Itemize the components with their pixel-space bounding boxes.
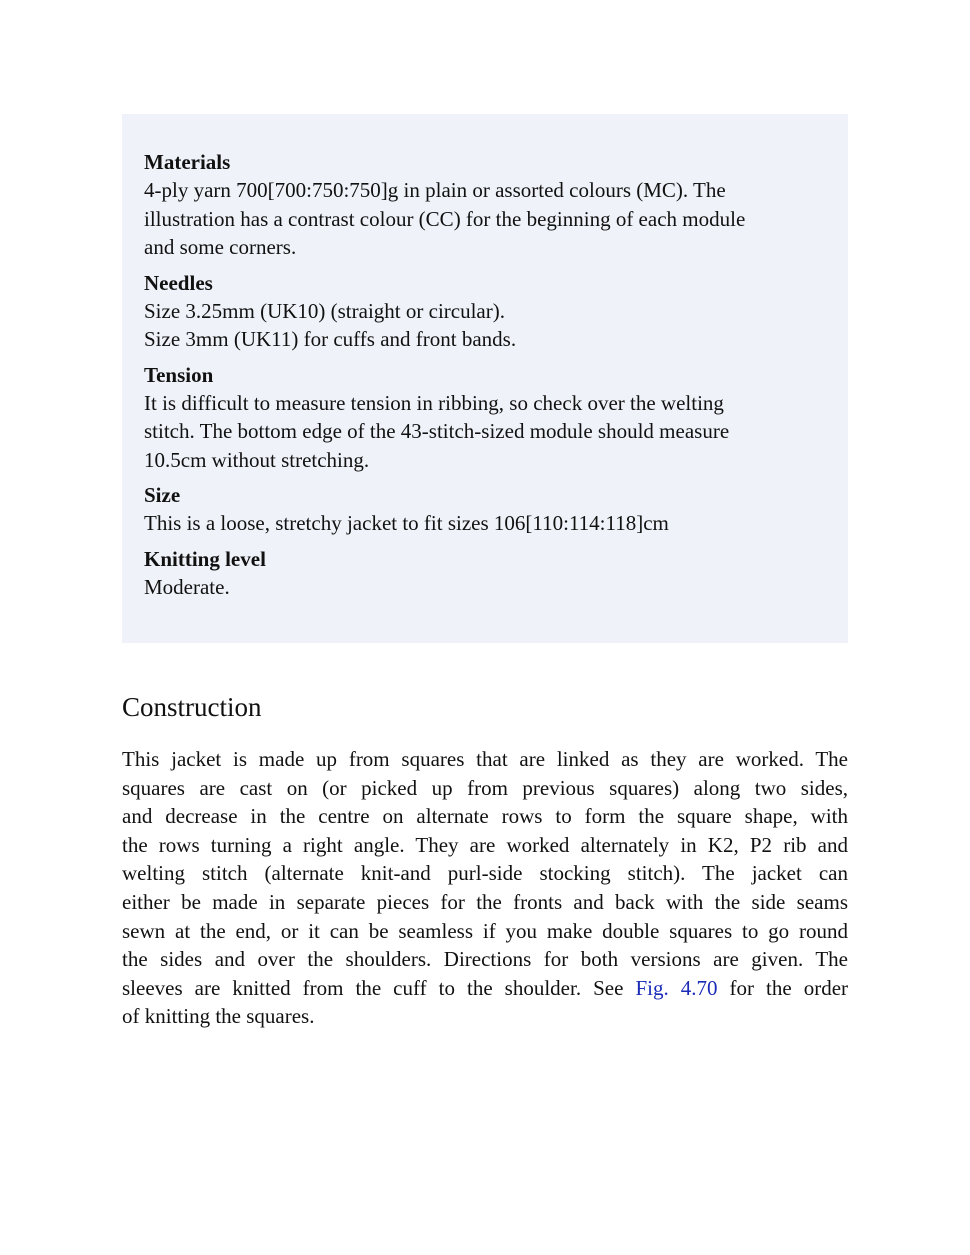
paragraph-line: and decrease in the centre on alternate rows to form the square shape, with — [122, 804, 848, 829]
materials-line: illustration has a contrast colour (CC) for the beginning of each module — [144, 206, 746, 231]
knitting-level-line: Moderate. — [144, 574, 230, 599]
paragraph-line-with-link — [122, 974, 848, 1003]
figure-reference-link[interactable]: Fig. 4.70 — [635, 975, 718, 1000]
paragraph-line: welting stitch (alternate knit-and purl-side stocking stitch). The jacket can — [122, 861, 848, 886]
materials-info-box — [122, 114, 848, 643]
paragraph-line: This jacket is made up from squares that are linked as they are worked. The — [122, 747, 848, 771]
size-section — [144, 481, 826, 538]
materials-section — [144, 148, 826, 262]
link-suffix-text: for the order — [717, 975, 849, 1000]
tension-section — [144, 361, 826, 475]
needles-line: Size 3mm (UK11) for cuffs and front bands. — [144, 327, 517, 351]
materials-line: and some corners. — [144, 235, 297, 259]
paragraph-line: squares are cast on (or picked up from previous squares) along two sides, — [122, 775, 848, 800]
tension-line: 10.5cm without stretching. — [144, 447, 370, 472]
tension-line: stitch. The bottom edge of the 43-stitch-sized module should measure — [144, 419, 730, 443]
knitting-level-section — [144, 545, 826, 602]
materials-line: 4-ply yarn 700[700:750:750]g in plain or assorted colours (MC). The — [144, 178, 726, 202]
size-line: This is a loose, stretchy jacket to fit sizes 106[110:114:118]cm — [144, 511, 669, 535]
needles-section — [144, 269, 826, 354]
needles-line: Size 3.25mm (UK10) (straight or circular). — [144, 298, 505, 323]
tension-heading: Tension — [144, 362, 214, 387]
tension-line: It is difficult to measure tension in ribbing, so check over the welting — [144, 390, 724, 415]
needles-heading: Needles — [144, 270, 213, 295]
paragraph-line: sewn at the end, or it can be seamless if you make double squares to go round — [122, 918, 848, 943]
materials-heading: Materials — [144, 150, 231, 174]
paragraph-line: the sides and over the shoulders. Directions for both versions are given. The — [122, 947, 848, 972]
construction-heading: Construction — [122, 692, 262, 722]
construction-paragraph — [122, 745, 848, 1031]
paragraph-line: the rows turning a right angle. They are worked alternately in K2, P2 rib and — [122, 832, 848, 857]
size-heading: Size — [144, 483, 181, 507]
knitting-level-heading: Knitting level — [144, 546, 266, 571]
paragraph-line: of knitting the squares. — [122, 1004, 315, 1029]
paragraph-line: either be made in separate pieces for the fronts and back with the side seams — [122, 889, 848, 914]
link-prefix-text: sleeves are knitted from the cuff to the shoulder. See — [122, 975, 636, 1000]
